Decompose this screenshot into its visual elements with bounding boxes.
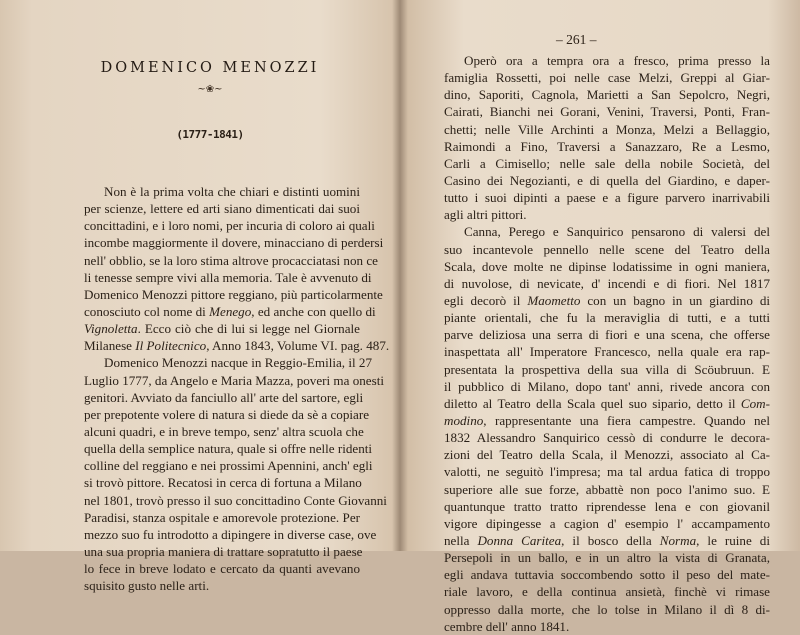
text-line bbox=[444, 69, 770, 86]
text-segment: si trovò pittore. Recatosi in cerca di fortuna a Milano bbox=[84, 475, 362, 491]
text-line bbox=[84, 492, 387, 509]
text-segment: Scala, dove molte ne dipinse lodatissime in ogni maniera, bbox=[444, 258, 770, 274]
text-line bbox=[84, 354, 372, 371]
text-segment: con un bagno in un giardino di bbox=[580, 292, 771, 308]
text-line bbox=[84, 560, 360, 577]
text-segment: conosciuto col nome di bbox=[84, 303, 210, 319]
text-line bbox=[444, 343, 770, 360]
text-line bbox=[84, 389, 364, 406]
text-segment: mezzo suo fu introdotto a dipingere in diverse case, ove bbox=[84, 526, 377, 542]
left-page-text bbox=[84, 183, 390, 594]
text-segment: , le ruine di bbox=[696, 532, 770, 548]
right-page-text bbox=[444, 52, 770, 635]
text-segment: famiglia Rossetti, poi nelle case Melzi, Greppi al Giar- bbox=[444, 70, 770, 86]
text-segment: egli andava tuttavia soccombendo sotto il peso del mate- bbox=[444, 567, 770, 583]
text-segment: presentata la prospettiva della sua villa di Scöubruun. E bbox=[444, 361, 770, 377]
text-segment: vigore dipingesse a cagion d' esempio l' accampamento bbox=[444, 515, 770, 531]
text-line bbox=[84, 474, 360, 491]
italic-text: Donna Caritea bbox=[477, 532, 562, 548]
text-segment: li tenesse sempre vivi alla memoria. Tale è avvenuto di bbox=[84, 269, 372, 285]
text-segment: 1832 Alessandro Sanquirico cessò di condurre le decora- bbox=[444, 430, 770, 446]
text-line bbox=[444, 378, 770, 395]
text-line bbox=[84, 457, 373, 474]
text-line bbox=[84, 183, 360, 200]
text-segment: nella bbox=[444, 532, 478, 548]
text-segment: nel 1801, trovò presso il suo concittadino Conte Giovanni bbox=[84, 492, 387, 508]
text-line bbox=[84, 303, 376, 320]
text-line bbox=[444, 481, 770, 498]
italic-text: Norma bbox=[659, 532, 697, 548]
text-segment: nell' obblio, se la loro stima altrove procacciatasi non ce bbox=[84, 252, 378, 268]
text-line bbox=[444, 309, 770, 326]
text-segment: Domenico Menozzi nacque in Reggio-Emilia, il 27 bbox=[104, 355, 372, 371]
italic-text: Il Politecnico bbox=[135, 338, 207, 354]
right-page bbox=[406, 0, 800, 634]
text-line bbox=[84, 526, 377, 543]
text-line bbox=[444, 326, 770, 343]
text-segment: chetti; nelle Ville Archinti a Monza, Melzi a Bellaggio, bbox=[444, 121, 770, 137]
text-line bbox=[444, 189, 770, 206]
text-segment: Carli a Cimisello; nelle sale della nobile Società, del bbox=[444, 155, 770, 171]
text-line bbox=[444, 172, 770, 189]
text-segment: per scienze, lettere ed arti siano dimenticati dai suoi bbox=[84, 201, 360, 217]
text-line bbox=[444, 532, 770, 549]
text-segment: una sua propria maniera di trattare sopratutto il paese bbox=[84, 543, 363, 559]
text-line bbox=[444, 103, 770, 120]
text-segment: superiore alle sue forze, abbattè non poco l'animo suo. E bbox=[444, 481, 770, 497]
text-segment: Casino dei Negozianti, e di quella del Giardino, e daper- bbox=[444, 172, 770, 188]
life-dates: (1777-1841) bbox=[176, 128, 244, 141]
text-line bbox=[84, 234, 384, 251]
italic-text: Maometto bbox=[527, 292, 581, 308]
text-line bbox=[84, 337, 390, 354]
text-segment: Non è la prima volta che chiari e distinti uomini bbox=[104, 184, 360, 199]
italic-text: Vignoletta bbox=[84, 321, 138, 337]
text-segment: lo fece in breve lodato e cercato da quanti avevano bbox=[84, 561, 360, 577]
text-line bbox=[444, 258, 770, 275]
text-line bbox=[444, 395, 770, 412]
text-segment: , Anno 1843, Volume VI. pag. 487. bbox=[206, 338, 390, 354]
text-line bbox=[444, 275, 770, 292]
text-line bbox=[444, 86, 770, 103]
title-ornament-icon: ~❀~ bbox=[197, 84, 223, 95]
text-segment: inaspettata all' Imperatore Francesco, nella quale era rap- bbox=[444, 344, 770, 360]
text-segment: Luglio 1777, da Angelo e Maria Mazza, poveri ma onesti bbox=[84, 372, 384, 388]
text-segment: Domenico Menozzi pittore reggiano, più particolarmente bbox=[84, 286, 383, 302]
text-line bbox=[444, 446, 770, 463]
text-line bbox=[444, 549, 770, 566]
text-segment: cembre dell' anno 1841. bbox=[444, 618, 570, 634]
text-segment: di nuvolose, di nevicate, d' incendi e di fiori. Nel 1817 bbox=[444, 275, 770, 291]
text-segment: quella della semplice natura, quale si offre nelle ridenti bbox=[84, 441, 373, 457]
text-segment: riale lavoro, e della continua ansietà, finchè vi rimase bbox=[444, 584, 770, 600]
text-line bbox=[444, 121, 770, 138]
text-segment: Paradisi, stanza ospitale e amorevole protezione. Per bbox=[84, 509, 360, 525]
text-segment: , ed anche con quello di bbox=[251, 303, 376, 319]
text-line bbox=[444, 412, 770, 429]
text-line bbox=[444, 515, 770, 532]
text-segment: Persepoli in un ballo, e in un altro la vista di Granata, bbox=[444, 550, 770, 566]
text-line bbox=[444, 292, 770, 309]
text-line bbox=[84, 320, 360, 337]
italic-text: modino bbox=[444, 412, 484, 428]
italic-text: Menego bbox=[209, 303, 252, 319]
text-segment: alcuni quadri, e in breve tempo, senz' altra scuola che bbox=[84, 423, 364, 439]
text-line bbox=[444, 566, 770, 583]
text-line bbox=[444, 583, 770, 600]
text-line bbox=[84, 577, 360, 594]
text-segment: diletto al Teatro della Scala quel suo sipario, detto il bbox=[444, 395, 741, 411]
text-segment: colline del reggiano e nei prossimi Apennini, anch' egli bbox=[84, 458, 373, 474]
text-segment: per prepotente volere di natura si diede da sè a copiare bbox=[84, 406, 370, 422]
text-line bbox=[444, 498, 770, 515]
text-line bbox=[84, 423, 364, 440]
text-segment: dino, Saporiti, Cagnola, Marietti a San Sepolcro, Negri, bbox=[444, 87, 770, 103]
text-segment: egli decorò il bbox=[444, 292, 528, 308]
italic-text: Com- bbox=[740, 395, 770, 411]
text-segment: tutto i suoi dipinti a paese e a figure parvero inarrivabili bbox=[444, 190, 770, 206]
page-number: – 261 – bbox=[556, 32, 597, 47]
text-line bbox=[84, 372, 384, 389]
text-segment: quantunque tratto tratto riprendesse lena e con giovanil bbox=[444, 498, 770, 514]
text-segment: Operò ora a tempra ora a fresco, prima presso la bbox=[464, 53, 770, 68]
text-segment: oppresso dalla morte, che lo tolse in Milano il dì 8 di- bbox=[444, 601, 770, 617]
text-line bbox=[444, 223, 770, 240]
text-segment: zioni del Teatro della Scala, il Menozzi, associato al Ca- bbox=[444, 447, 770, 463]
chapter-title: DOMENICO MENOZZI bbox=[100, 60, 320, 76]
text-line bbox=[84, 269, 372, 286]
text-line bbox=[84, 217, 375, 234]
text-line bbox=[444, 52, 770, 69]
text-segment: parve deliziosa una serra di fiori e una scena, che offerse bbox=[444, 327, 770, 343]
text-line bbox=[444, 361, 770, 378]
text-segment: . Ecco ciò che di lui si legge nel Giornale bbox=[137, 321, 360, 337]
text-segment: , il bosco della bbox=[561, 532, 660, 548]
left-page bbox=[0, 0, 394, 594]
text-line bbox=[444, 429, 770, 446]
text-segment: il pubblico di Milano, dopo tant' anni, rivede ancora con bbox=[444, 378, 770, 394]
text-segment: valotti, ne seguitò l'impresa; ma tal ardua fatica di troppo bbox=[444, 464, 770, 480]
text-line bbox=[444, 618, 770, 635]
text-segment: Canna, Perego e Sanquirico pensarono di valersi del bbox=[464, 224, 770, 240]
text-line bbox=[444, 241, 770, 258]
text-segment: squisito gusto nelle arti. bbox=[84, 578, 210, 594]
text-line bbox=[84, 252, 378, 269]
text-segment: Cairati, Bianchi nei Gorani, Venini, Traversi, Ponti, Fran- bbox=[444, 104, 770, 120]
text-line bbox=[84, 543, 363, 560]
text-segment: piante orientali, che fu la meraviglia di tutti, e a tutti bbox=[444, 310, 770, 326]
text-line bbox=[84, 406, 370, 423]
text-line bbox=[444, 601, 770, 618]
text-segment: Milanese bbox=[84, 338, 136, 354]
text-segment: suo incantevole pennello nelle scene del Teatro della bbox=[444, 241, 770, 257]
text-line bbox=[444, 138, 770, 155]
text-line bbox=[444, 463, 770, 480]
text-line bbox=[84, 440, 373, 457]
text-segment: concittadini, e i loro nomi, per incuria di coloro ai quali bbox=[84, 218, 375, 234]
text-line bbox=[84, 509, 360, 526]
text-segment: agli altri pittori. bbox=[444, 207, 527, 223]
text-line bbox=[444, 155, 770, 172]
text-segment: incombe maggiormente il dovere, minacciano di perdersi bbox=[84, 235, 384, 251]
text-segment: Raimondi a Fino, Traversi a Sanazzaro, Re a Lesmo, bbox=[444, 138, 770, 154]
text-segment: , rappresentante una fiera campestre. Quando nel bbox=[483, 412, 770, 428]
text-line bbox=[84, 200, 360, 217]
text-line bbox=[84, 286, 383, 303]
text-line bbox=[444, 206, 770, 223]
text-segment: genitori. Avviato da fanciullo all' arte del sartore, egli bbox=[84, 389, 364, 405]
